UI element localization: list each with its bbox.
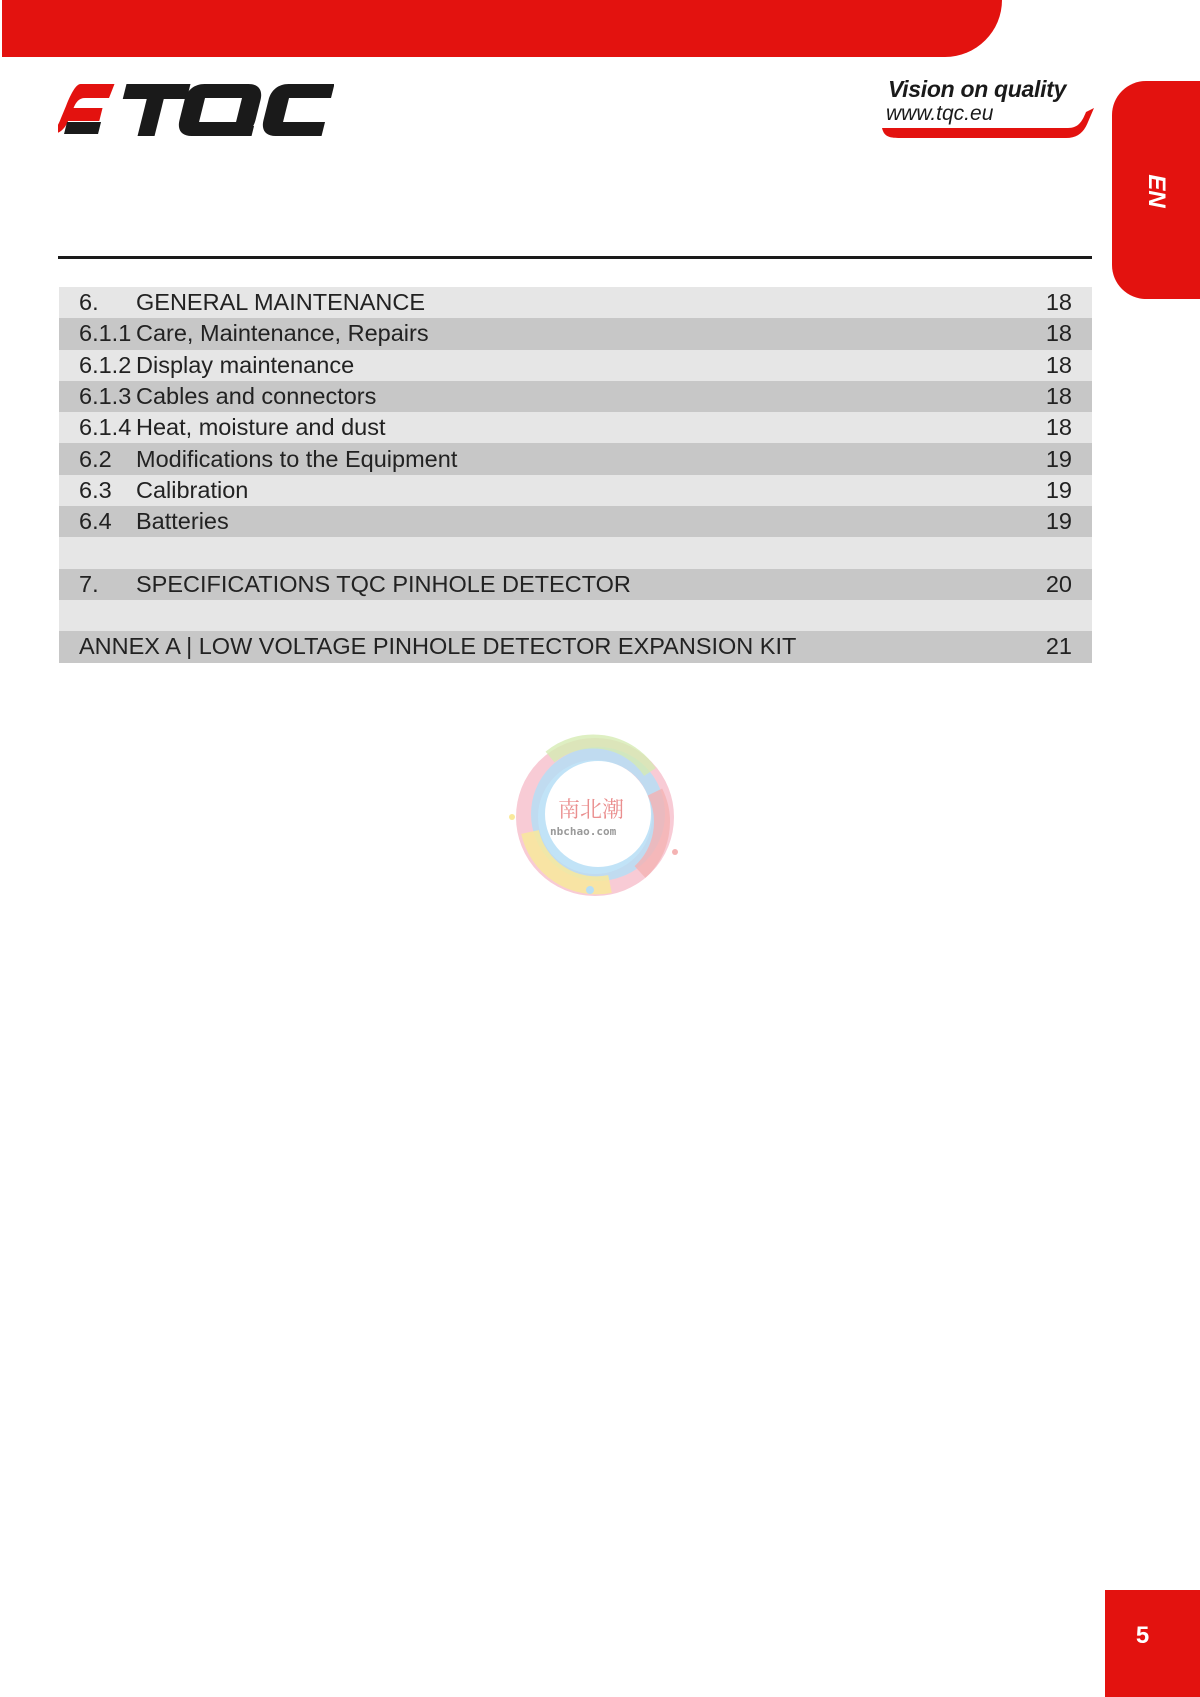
toc-entry-number: 6.3 xyxy=(79,476,112,503)
toc-entry-page: 18 xyxy=(1045,383,1072,410)
toc-entry-page: 18 xyxy=(1045,320,1072,347)
language-tab-label: EN xyxy=(1143,174,1170,208)
toc-entry-page: 18 xyxy=(1045,351,1072,378)
toc-entry-page: 18 xyxy=(1045,289,1072,316)
watermark-chinese: 南北潮 xyxy=(558,798,625,823)
toc-entry-number: 6.2 xyxy=(79,445,112,472)
toc-entry-title: Modifications to the Equipment xyxy=(136,445,458,472)
nbchao-watermark xyxy=(490,712,705,922)
toc-row[interactable] xyxy=(59,569,1092,600)
toc-row[interactable] xyxy=(59,443,1092,474)
toc-entry-number: 6. xyxy=(79,289,99,316)
header-divider xyxy=(58,256,1092,259)
toc-entry-page: 20 xyxy=(1045,570,1072,597)
toc-row xyxy=(59,537,1092,568)
toc-row[interactable] xyxy=(59,631,1092,662)
watermark-latin: nbchao.com xyxy=(550,825,617,838)
toc-entry-title: Care, Maintenance, Repairs xyxy=(136,320,429,347)
toc-entry-title: Batteries xyxy=(136,508,229,535)
toc-entry-number: 6.1.3 xyxy=(79,383,132,410)
toc-row[interactable] xyxy=(59,318,1092,349)
tagline-text: Vision on quality xyxy=(888,76,1067,102)
toc-entry-title: ANNEX A | LOW VOLTAGE PINHOLE DETECTOR EXPANSION KIT xyxy=(79,633,797,660)
toc-row[interactable] xyxy=(59,412,1092,443)
toc-entry-title: Calibration xyxy=(136,476,249,503)
toc-entry-number: 7. xyxy=(79,570,99,597)
tqc-logo xyxy=(58,78,334,142)
header-red-bar xyxy=(2,0,1002,57)
toc-entry-title: SPECIFICATIONS TQC PINHOLE DETECTOR xyxy=(136,570,631,597)
toc-row[interactable] xyxy=(59,287,1092,318)
toc-entry-title: Cables and connectors xyxy=(136,383,377,410)
toc-entry-page: 18 xyxy=(1045,414,1072,441)
toc-entry-page: 19 xyxy=(1045,445,1072,472)
toc-entry-title: GENERAL MAINTENANCE xyxy=(136,289,426,316)
toc-row[interactable] xyxy=(59,475,1092,506)
toc-entry-number: 6.1.2 xyxy=(79,351,132,378)
toc-entry-title: Heat, moisture and dust xyxy=(136,414,386,441)
tagline-block xyxy=(878,76,1094,140)
toc-entry-number: 6.1.1 xyxy=(79,320,132,347)
toc-row[interactable] xyxy=(59,350,1092,381)
toc-row[interactable] xyxy=(59,506,1092,537)
toc-entry-page: 21 xyxy=(1045,633,1072,660)
toc-entry-page: 19 xyxy=(1045,476,1072,503)
toc-entry-number: 6.1.4 xyxy=(79,414,132,441)
language-tab[interactable] xyxy=(1112,81,1200,299)
toc-entry-title: Display maintenance xyxy=(136,351,355,378)
toc-row[interactable] xyxy=(59,381,1092,412)
page-number: 5 xyxy=(1135,1621,1150,1649)
toc-row xyxy=(59,600,1092,631)
toc-entry-page: 19 xyxy=(1045,508,1072,535)
website-url[interactable]: www.tqc.eu xyxy=(886,102,994,125)
toc-entry-number: 6.4 xyxy=(79,508,112,535)
table-of-contents xyxy=(59,287,1092,663)
page-number-box xyxy=(1105,1590,1200,1697)
